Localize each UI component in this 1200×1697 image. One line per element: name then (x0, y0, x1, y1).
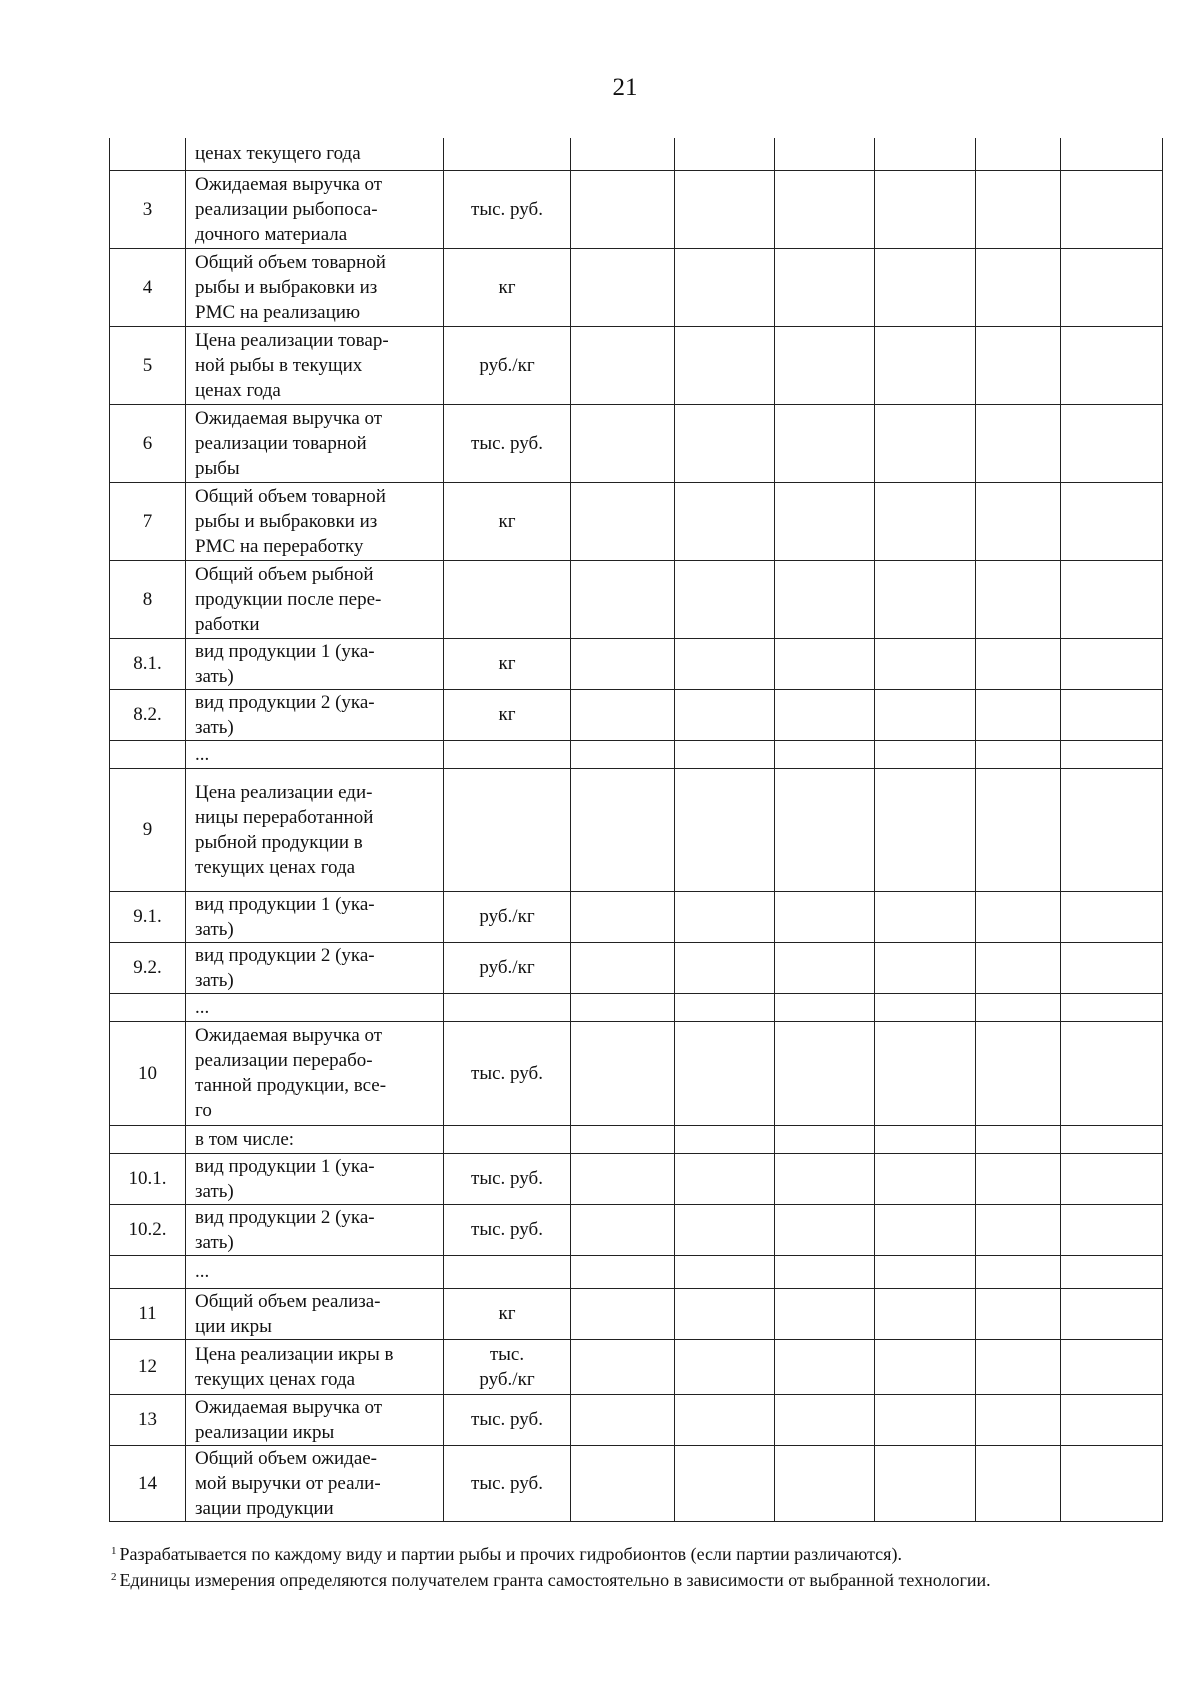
row-number: 5 (110, 326, 186, 404)
value-cell (875, 1394, 976, 1445)
table-row (110, 689, 1163, 740)
row-unit (444, 138, 571, 170)
value-cell (1061, 1288, 1163, 1339)
value-cell (775, 638, 875, 689)
value-cell (976, 170, 1061, 248)
row-indicator: Ожидаемая выручка от реализации товарной рыбы (186, 404, 444, 482)
value-cell (976, 689, 1061, 740)
row-number: 10.2. (110, 1204, 186, 1255)
value-cell (775, 1255, 875, 1288)
value-cell (976, 1204, 1061, 1255)
table-row (110, 740, 1163, 768)
value-cell (875, 1255, 976, 1288)
row-unit: тыс. руб. (444, 1204, 571, 1255)
value-cell (976, 1339, 1061, 1394)
value-cell (875, 404, 976, 482)
value-cell (571, 1394, 675, 1445)
row-number: 8 (110, 560, 186, 638)
value-cell (976, 740, 1061, 768)
value-cell (775, 993, 875, 1021)
value-cell (775, 482, 875, 560)
row-indicator: вид продукции 1 (ука- зать) (186, 891, 444, 942)
row-indicator: вид продукции 1 (ука- зать) (186, 638, 444, 689)
table-row (110, 1445, 1163, 1521)
value-cell (675, 689, 775, 740)
value-cell (976, 768, 1061, 891)
row-unit: тыс. руб. (444, 1445, 571, 1521)
row-unit: кг (444, 248, 571, 326)
value-cell (976, 638, 1061, 689)
row-indicator: Ожидаемая выручка от реализации икры (186, 1394, 444, 1445)
value-cell (1061, 1445, 1163, 1521)
value-cell (1061, 1394, 1163, 1445)
value-cell (775, 1204, 875, 1255)
row-unit (444, 1255, 571, 1288)
value-cell (1061, 1153, 1163, 1204)
row-unit (444, 560, 571, 638)
value-cell (571, 740, 675, 768)
value-cell (1061, 560, 1163, 638)
value-cell (875, 248, 976, 326)
value-cell (875, 1288, 976, 1339)
footnote-text: Единицы измерения определяются получателем гранта самостоятельно в зависимости от выбранной технологии. (119, 1570, 991, 1590)
row-indicator: в том числе: (186, 1125, 444, 1153)
row-number: 9.1. (110, 891, 186, 942)
table-row (110, 138, 1163, 170)
value-cell (675, 482, 775, 560)
value-cell (775, 326, 875, 404)
row-unit: руб./кг (444, 891, 571, 942)
value-cell (675, 1125, 775, 1153)
value-cell (875, 1204, 976, 1255)
value-cell (1061, 891, 1163, 942)
value-cell (775, 1394, 875, 1445)
value-cell (976, 404, 1061, 482)
row-number (110, 740, 186, 768)
footnote (111, 1566, 1171, 1592)
value-cell (571, 1445, 675, 1521)
row-indicator: Цена реализации икры в текущих ценах года (186, 1339, 444, 1394)
value-cell (1061, 1255, 1163, 1288)
value-cell (775, 560, 875, 638)
value-cell (571, 170, 675, 248)
table-row (110, 891, 1163, 942)
value-cell (875, 138, 976, 170)
footnote (111, 1540, 1171, 1566)
page-number: 21 (612, 74, 638, 101)
row-indicator: вид продукции 2 (ука- зать) (186, 689, 444, 740)
value-cell (1061, 689, 1163, 740)
value-cell (875, 942, 976, 993)
value-cell (1061, 942, 1163, 993)
value-cell (675, 248, 775, 326)
table-row (110, 1288, 1163, 1339)
row-indicator: Ожидаемая выручка от реализации перерабо- танной продукции, все- го (186, 1021, 444, 1125)
table-row (110, 1204, 1163, 1255)
value-cell (976, 1021, 1061, 1125)
value-cell (675, 891, 775, 942)
value-cell (675, 1153, 775, 1204)
value-cell (976, 482, 1061, 560)
row-number: 9 (110, 768, 186, 891)
row-number (110, 1255, 186, 1288)
value-cell (976, 891, 1061, 942)
value-cell (1061, 740, 1163, 768)
row-indicator: Цена реализации товар- ной рыбы в текущих ценах года (186, 326, 444, 404)
value-cell (775, 740, 875, 768)
row-indicator: Ожидаемая выручка от реализации рыбопоса- дочного материала (186, 170, 444, 248)
value-cell (1061, 326, 1163, 404)
row-unit (444, 768, 571, 891)
value-cell (1061, 482, 1163, 560)
value-cell (775, 1445, 875, 1521)
value-cell (775, 1021, 875, 1125)
table-row (110, 1153, 1163, 1204)
row-number: 14 (110, 1445, 186, 1521)
row-number: 12 (110, 1339, 186, 1394)
row-number: 3 (110, 170, 186, 248)
value-cell (976, 326, 1061, 404)
row-indicator: Общий объем реализа- ции икры (186, 1288, 444, 1339)
value-cell (1061, 248, 1163, 326)
value-cell (571, 689, 675, 740)
table-row (110, 768, 1163, 891)
row-unit: кг (444, 689, 571, 740)
value-cell (875, 1125, 976, 1153)
value-cell (571, 482, 675, 560)
row-unit: тыс. руб. (444, 1153, 571, 1204)
row-indicator: Общий объем рыбной продукции после пере- работки (186, 560, 444, 638)
table-row (110, 993, 1163, 1021)
value-cell (976, 1125, 1061, 1153)
footnote-mark: 2 (111, 1571, 117, 1583)
row-number: 10 (110, 1021, 186, 1125)
value-cell (571, 768, 675, 891)
footnote-text: Разрабатывается по каждому виду и партии рыбы и прочих гидробионтов (если партии различаются). (119, 1544, 902, 1564)
value-cell (875, 1021, 976, 1125)
value-cell (1061, 138, 1163, 170)
value-cell (775, 248, 875, 326)
value-cell (875, 740, 976, 768)
value-cell (1061, 1021, 1163, 1125)
table-row (110, 404, 1163, 482)
value-cell (675, 560, 775, 638)
row-number (110, 993, 186, 1021)
value-cell (976, 1255, 1061, 1288)
value-cell (571, 993, 675, 1021)
value-cell (571, 560, 675, 638)
table-row (110, 1125, 1163, 1153)
row-indicator: ... (186, 1255, 444, 1288)
value-cell (675, 138, 775, 170)
value-cell (571, 942, 675, 993)
value-cell (675, 326, 775, 404)
row-indicator: Общий объем товарной рыбы и выбраковки из РМС на реализацию (186, 248, 444, 326)
value-cell (775, 1153, 875, 1204)
value-cell (1061, 170, 1163, 248)
value-cell (775, 891, 875, 942)
row-unit: тыс. руб./кг (444, 1339, 571, 1394)
row-unit: руб./кг (444, 942, 571, 993)
row-unit (444, 993, 571, 1021)
row-indicator: Общий объем ожидае- мой выручки от реали- зации продукции (186, 1445, 444, 1521)
table-row (110, 1339, 1163, 1394)
value-cell (976, 560, 1061, 638)
table-row (110, 1255, 1163, 1288)
value-cell (976, 942, 1061, 993)
row-unit: тыс. руб. (444, 404, 571, 482)
value-cell (675, 1339, 775, 1394)
value-cell (675, 404, 775, 482)
table-row (110, 1021, 1163, 1125)
value-cell (675, 1394, 775, 1445)
value-cell (875, 1445, 976, 1521)
value-cell (775, 1125, 875, 1153)
value-cell (571, 1204, 675, 1255)
value-cell (976, 1153, 1061, 1204)
value-cell (675, 1445, 775, 1521)
value-cell (675, 1021, 775, 1125)
value-cell (875, 560, 976, 638)
table-row (110, 560, 1163, 638)
value-cell (675, 1204, 775, 1255)
value-cell (875, 638, 976, 689)
value-cell (875, 891, 976, 942)
row-unit: тыс. руб. (444, 1394, 571, 1445)
value-cell (875, 993, 976, 1021)
value-cell (1061, 768, 1163, 891)
row-indicator: Цена реализации еди- ницы переработанной рыбной продукции в текущих ценах года (186, 768, 444, 891)
value-cell (775, 1288, 875, 1339)
value-cell (775, 170, 875, 248)
value-cell (775, 768, 875, 891)
row-number (110, 138, 186, 170)
row-unit (444, 1125, 571, 1153)
value-cell (571, 1021, 675, 1125)
value-cell (1061, 1339, 1163, 1394)
row-number: 6 (110, 404, 186, 482)
row-number: 4 (110, 248, 186, 326)
value-cell (1061, 404, 1163, 482)
row-indicator: вид продукции 1 (ука- зать) (186, 1153, 444, 1204)
row-number: 10.1. (110, 1153, 186, 1204)
value-cell (571, 1255, 675, 1288)
row-indicator: вид продукции 2 (ука- зать) (186, 942, 444, 993)
row-indicator: ... (186, 993, 444, 1021)
value-cell (675, 942, 775, 993)
footnote-mark: 1 (111, 1545, 117, 1557)
row-number: 8.1. (110, 638, 186, 689)
row-unit: тыс. руб. (444, 170, 571, 248)
value-cell (1061, 1204, 1163, 1255)
value-cell (675, 1255, 775, 1288)
data-table (109, 138, 1163, 1522)
value-cell (571, 638, 675, 689)
value-cell (976, 248, 1061, 326)
row-indicator: ценах текущего года (186, 138, 444, 170)
value-cell (675, 170, 775, 248)
value-cell (875, 170, 976, 248)
value-cell (775, 942, 875, 993)
value-cell (675, 638, 775, 689)
row-number: 7 (110, 482, 186, 560)
table-row (110, 326, 1163, 404)
value-cell (976, 1445, 1061, 1521)
value-cell (571, 1153, 675, 1204)
value-cell (875, 482, 976, 560)
value-cell (675, 1288, 775, 1339)
value-cell (775, 138, 875, 170)
value-cell (875, 1153, 976, 1204)
value-cell (675, 993, 775, 1021)
value-cell (976, 993, 1061, 1021)
table-row (110, 248, 1163, 326)
table-row (110, 170, 1163, 248)
row-indicator: Общий объем товарной рыбы и выбраковки из РМС на переработку (186, 482, 444, 560)
value-cell (571, 1125, 675, 1153)
row-number: 13 (110, 1394, 186, 1445)
value-cell (571, 1288, 675, 1339)
value-cell (775, 404, 875, 482)
value-cell (976, 1288, 1061, 1339)
value-cell (571, 404, 675, 482)
row-number: 9.2. (110, 942, 186, 993)
value-cell (571, 1339, 675, 1394)
value-cell (1061, 638, 1163, 689)
value-cell (675, 768, 775, 891)
row-number: 8.2. (110, 689, 186, 740)
value-cell (675, 740, 775, 768)
row-unit: тыс. руб. (444, 1021, 571, 1125)
row-number (110, 1125, 186, 1153)
value-cell (875, 326, 976, 404)
row-indicator: ... (186, 740, 444, 768)
value-cell (571, 891, 675, 942)
row-indicator: вид продукции 2 (ука- зать) (186, 1204, 444, 1255)
value-cell (875, 1339, 976, 1394)
value-cell (571, 138, 675, 170)
table-row (110, 942, 1163, 993)
value-cell (775, 689, 875, 740)
row-unit (444, 740, 571, 768)
table-row (110, 482, 1163, 560)
value-cell (875, 768, 976, 891)
value-cell (775, 1339, 875, 1394)
value-cell (1061, 1125, 1163, 1153)
row-unit: кг (444, 1288, 571, 1339)
table-row (110, 638, 1163, 689)
value-cell (571, 248, 675, 326)
row-unit: руб./кг (444, 326, 571, 404)
value-cell (1061, 993, 1163, 1021)
value-cell (976, 138, 1061, 170)
value-cell (875, 689, 976, 740)
table-row (110, 1394, 1163, 1445)
row-number: 11 (110, 1288, 186, 1339)
footnotes (111, 1540, 1171, 1592)
row-unit: кг (444, 638, 571, 689)
row-unit: кг (444, 482, 571, 560)
value-cell (976, 1394, 1061, 1445)
value-cell (571, 326, 675, 404)
